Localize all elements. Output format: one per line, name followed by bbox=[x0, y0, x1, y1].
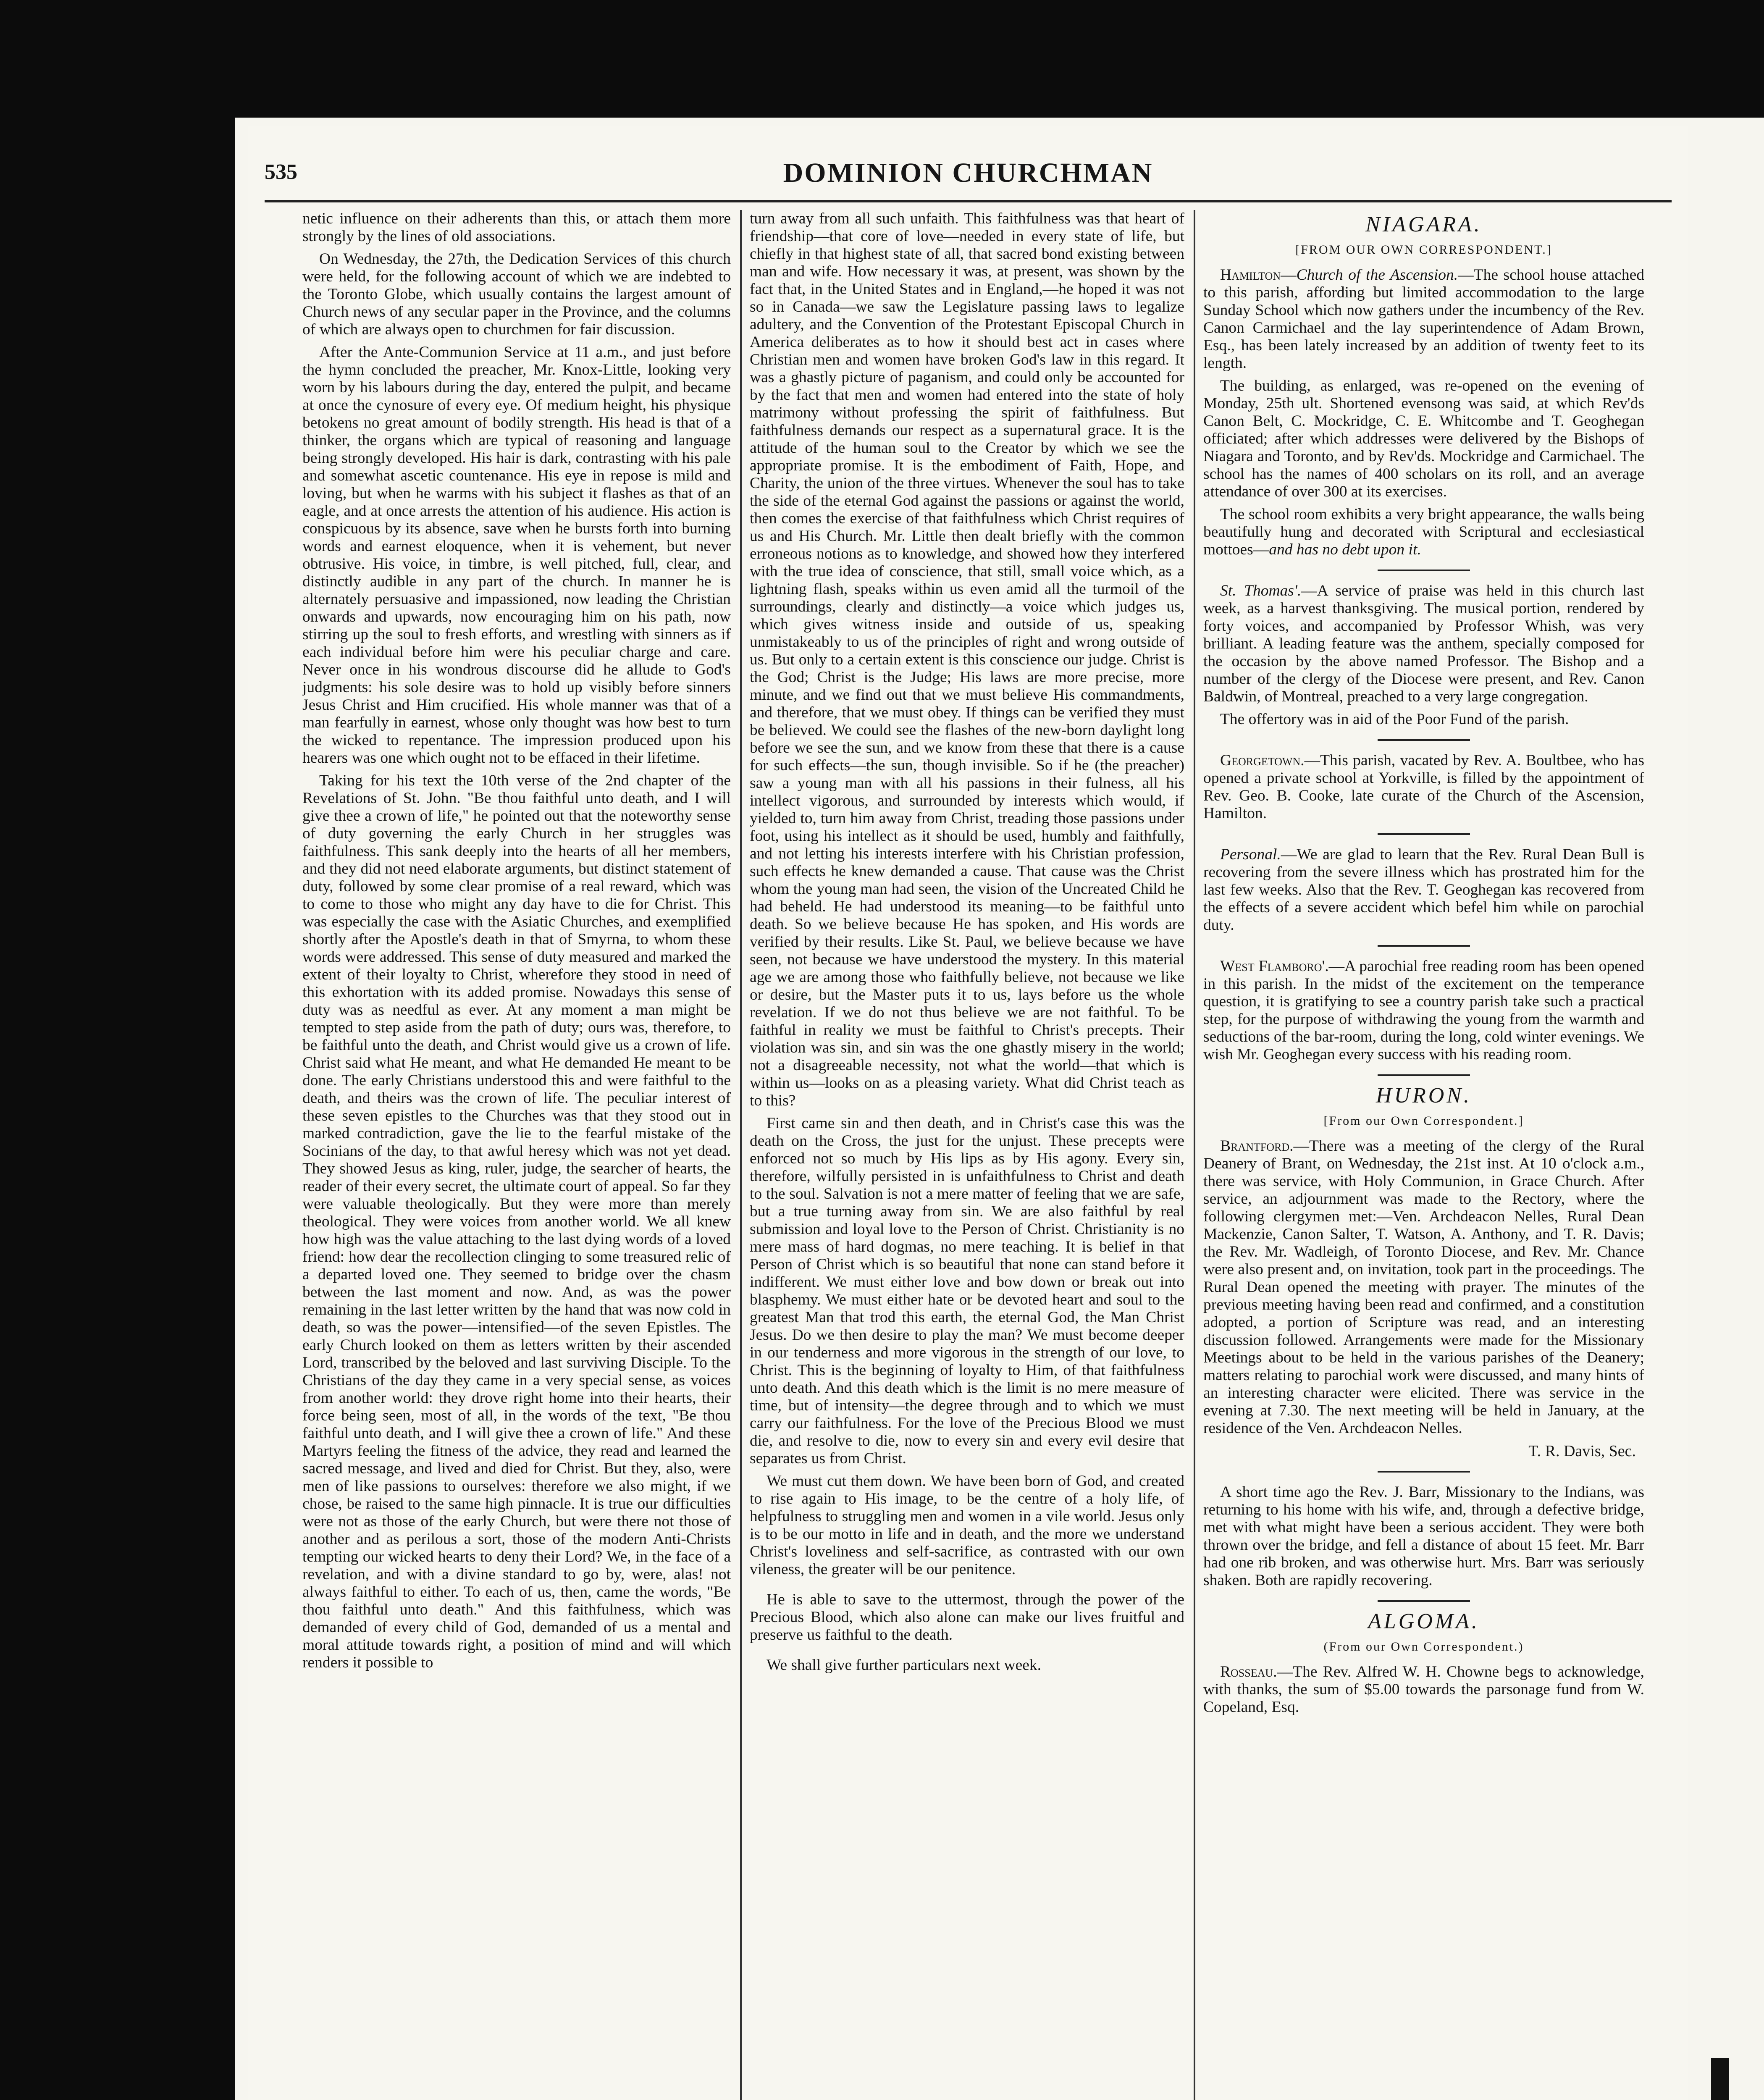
paragraph: We shall give further particulars next week. bbox=[766, 1656, 1042, 1674]
item-lead: Rosseau. bbox=[1220, 1663, 1277, 1680]
item-text: —A parochial free reading room has been opened in this parish. In the midst of the excitement on the temperance question, it is gratifying to see a country parish take such a practical step, for the purpose of withdrawing the young from the warmth and seductions of the bar-room, during the long, cold winter evenings. We wish Mr. Geoghegan every success with his reading room. bbox=[1203, 958, 1644, 1063]
column-3 bbox=[1203, 210, 1644, 2100]
correspondent-byline: (From our Own Correspondent.) bbox=[1323, 1640, 1524, 1654]
separator-rule bbox=[1378, 1471, 1470, 1473]
paragraph: After the Ante-Communion Service at 11 a.m., and just before the hymn concluded the preacher, Mr. Knox-Little, looking very worn by his labours during the day, entered the pulpit, and became at once the cynosure of every eye. Of medium height, his physique betokens no great amount of bodily strength. His head is that of a thinker, the organs which are typical of reasoning and language being strongly developed. His hair is dark, contrasting with his pale and somewhat ascetic countenance. His eye in repose is mild and loving, but when he warms with his subject it flashes as that of an eagle, and at once arrests the attention of his audience. His action is conspicuous by its absence, save when he bursts forth into burning words and earnest eloquence, when it is vehement, but never obtrusive. His voice, in timbre, is well pitched, full, clear, and distinctly audible in any part of the church. In manner he is alternately persuasive and impassioned, now leading the Christian onwards and upwards, now encouraging him on his path, now stirring up the soul to fresh efforts, and wrestling with sinners as if each individual before him were his peculiar charge and care. Never once in his wondrous discourse did he allude to God's judgments: his sole desire was to hold up visibly before sinners Jesus Christ and Him crucified. His whole manner was that of a man fearfully in earnest, whose only thought was how best to turn the wicked to repentance. The impression produced upon his hearers was one which ought not to be effaced in their lifetime. bbox=[302, 344, 731, 766]
paragraph: He is able to save to the uttermost, through the power of the Precious Blood, which also alone can make our lives fruitful and preserve us faithful to the death. bbox=[750, 1591, 1184, 1643]
paragraph: netic influence on their adherents than this, or attach them more strongly by the lines of old associations. bbox=[302, 210, 731, 245]
item-text: —A service of praise was held in this church last week, as a harvest thanksgiving. The musical portion, rendered by forty voices, and accompanied by Professor Whish, was very brilliant. A leading feature was the anthem, specially composed for the occasion by the above named Professor. The Bishop and a number of the clergy of the Diocese were present, and Rev. Canon Baldwin, of Montreal, preached to a very large congregation. bbox=[1203, 582, 1644, 705]
column-2 bbox=[750, 210, 1184, 2100]
paragraph: First came sin and then death, and in Christ's case this was the death on the Cross, the just for the unjust. These precepts were enforced not so much by His lips as by His agony. Every sin, therefore, wilfully persisted in is unfaithfulness to Christ and death to the soul. Salvation is not a mere matter of feeling that we are safe, but a true turning away from sin. We are also faithful by real submission and loyal love to the Person of Christ. Christianity is no mere mass of hard dogmas, no mere teaching. It is belief in that Person of Christ which is so beautiful that none can stand before it indifferent. We must either love and bow down or break out into blasphemy. We must either hate or be devoted heart and soul to the greatest Man that trod this earth, the eternal God, the Man Christ Jesus. Do we then desire to play the man? We must become deeper in our tenderness and more vigorous in the strength of our love, to Christ. This is the beginning of loyalty to Him, of that faithfulness unto death. And this death which is the limit is no mere measure of time, but of intensity—the degree through and to which we must carry our faithfulness. For the love of the Precious Blood we must die, and resolve to die, now to every sin and every evil desire that separates us from Christ. bbox=[750, 1115, 1184, 1467]
column-1 bbox=[302, 210, 731, 2100]
separator-rule bbox=[1378, 945, 1470, 947]
separator-rule bbox=[1378, 1600, 1470, 1602]
item-text: —There was a meeting of the clergy of the Rural Deanery of Brant, on Wednesday, the 21st inst. At 10 o'clock a.m., there was service, with Holy Communion, in Grace Church. After service, an adjournment was made to the Rectory, where the following clergymen met:—Ven. Archdeacon Nelles, Rural Dean Mackenzie, Canon Salter, T. Watson, A. Anthony, and T. R. Davis; the Rev. Mr. Wadleigh, of Toronto Diocese, and Rev. Mr. Chance were also present and, on invitation, took part in the proceedings. The Rural Dean opened the meeting with prayer. The minutes of the previous meeting having been read and confirmed, and a constitution adopted, a portion of Scripture was read, and an interesting discussion followed. Arrangements were made for the Missionary Meetings about to be held in the various parishes of the Deanery; matters relating to parochial work were discussed, and many hints of an interesting character were elicited. There was service in the evening at 7.30. The next meeting will be held in January, at the residence of the Ven. Archdeacon Nelles. bbox=[1203, 1137, 1644, 1437]
item-text: —We are glad to learn that the Rev. Rural Dean Bull is recovering from the severe illness which has prostrated him for the last few weeks. Also that the Rev. T. Geoghegan kas recovered from the effects of a severe accident which befel him while on parochial duty. bbox=[1203, 846, 1644, 934]
section-title-niagara: NIAGARA. bbox=[1365, 213, 1482, 236]
column-rule bbox=[740, 210, 742, 2100]
correspondent-byline: [FROM OUR OWN CORRESPONDENT.] bbox=[1295, 243, 1552, 257]
news-item-west-flamboro bbox=[1203, 958, 1644, 1063]
paragraph: We must cut them down. We have been born of God, and created to rise again to His image, to be the centre of a holy life, of helpfulness to struggling men and women in a vile world. Jesus only is to be our motto in life and in death, and the more we understand Christ's loveliness and self-sacrifice, as contrasted with our own vileness, the greater will be our penitence. bbox=[750, 1473, 1184, 1578]
separator-rule bbox=[1378, 1074, 1470, 1076]
news-item-personal bbox=[1203, 846, 1644, 934]
item-lead: Brantford. bbox=[1220, 1137, 1294, 1155]
item-lead: West Flamboro'. bbox=[1220, 958, 1329, 975]
page-header bbox=[265, 151, 1672, 197]
item-text: —This parish, vacated by Rev. A. Boultbee, who has opened a private school at Yorkville, is filled by the appointment of Rev. Geo. B. Cooke, late curate of the Church of the Ascension, Hamilton. bbox=[1203, 752, 1644, 822]
scan-border-left bbox=[0, 0, 235, 2100]
news-item-barr: A short time ago the Rev. J. Barr, Missionary to the Indians, was returning to his home with his wife, and, through a defective bridge, met with what might have been a serious accident. They were both thrown over the bridge, and fell a distance of about 15 feet. Mr. Barr had one rib broken, and was otherwise hurt. Mrs. Barr was seriously shaken. Both are rapidly recovering. bbox=[1203, 1483, 1644, 1589]
separator-rule bbox=[1378, 570, 1470, 571]
item-text: —The Rev. Alfred W. H. Chowne begs to acknowledge, with thanks, the sum of $5.00 towards the parsonage fund from W. Copeland, Esq. bbox=[1203, 1663, 1644, 1716]
paragraph: The offertory was in aid of the Poor Fund of the parish. bbox=[1220, 711, 1569, 728]
scan-border-top bbox=[0, 0, 1764, 118]
section-title-huron: HURON. bbox=[1376, 1084, 1472, 1108]
section-title-algoma: ALGOMA. bbox=[1368, 1609, 1480, 1633]
news-item-rosseau bbox=[1203, 1663, 1644, 1716]
item-lead: Personal. bbox=[1220, 846, 1281, 863]
correspondent-byline: [From our Own Correspondent.] bbox=[1323, 1114, 1524, 1128]
separator-rule bbox=[1378, 833, 1470, 835]
news-item-brantford bbox=[1203, 1137, 1644, 1437]
item-text: The school room exhibits a very bright appearance, the walls being beautifully hung and decorated with Scriptural and ecclesiastical mottoes— bbox=[1203, 506, 1644, 558]
item-lead: Georgetown. bbox=[1220, 752, 1305, 769]
news-item-hamilton bbox=[1203, 266, 1644, 372]
separator-rule bbox=[1378, 739, 1470, 741]
paragraph: On Wednesday, the 27th, the Dedication Services of this church were held, for the following account of which we are indebted to the Toronto Globe, which usually contains the largest amount of Church news of any secular paper in the Province, and the columns of which are always open to churchmen for fair discussion. bbox=[302, 250, 731, 338]
masthead: DOMINION CHURCHMAN bbox=[783, 158, 1153, 188]
news-item-st-thomas bbox=[1203, 582, 1644, 706]
item-place: Church of the Ascension. bbox=[1296, 266, 1458, 284]
item-text-italic: and has no debt upon it. bbox=[1269, 541, 1421, 558]
item-lead: St. Thomas'. bbox=[1220, 582, 1302, 599]
page-number: 535 bbox=[265, 160, 297, 184]
paragraph: The building, as enlarged, was re-opened on the evening of Monday, 25th ult. Shortened evensong was said, at which Rev'ds Canon Belt, C. Mockridge, C. E. Whitcombe and T. Geoghegan officiated; after which addresses were delivered by the Bishops of Niagara and Toronto, and by Rev'ds. Mockridge and Carmichael. The school has the names of 400 scholars on its roll, and an average attendance of over 300 at its exercises. bbox=[1203, 377, 1644, 500]
item-text: —The school house attached to this parish, affording but limited accommodation to the large Sunday School which now gathers under the incumbency of the Rev. Canon Carmichael and the lay superintendence of Adam Brown, Esq., has been lately increased by an addition of twenty feet to its length. bbox=[1203, 266, 1644, 372]
paragraph bbox=[1203, 506, 1644, 559]
column-rule bbox=[1194, 210, 1195, 2100]
paragraph: Taking for his text the 10th verse of the 2nd chapter of the Revelations of St. John. "Be thou faithful unto death, and I will give thee a crown of life," he pointed out that the noteworthy sense of duty governing the early Church in her struggles was faithfulness. This sank deeply into the hearts of all her members, and they did not need elaborate arguments, but distinct statement of duty, followed by some clear promise of a real reward, which was to come to those who might any day have to die for Christ. This was especially the case with the Asiatic Churches, and exemplified shortly after the Apostle's death in that of Smyrna, to whom these words were addressed. This sense of duty measured and marked the extent of their loyalty to Christ, wherefore they stood in need of this exhortation with its added promise. Nowadays this sense of duty was as needful as ever. At any moment a man might be tempted to step aside from the path of duty; ours was, therefore, to be faithful unto the death, and Christ would give us a crown of life. Christ said what He meant, and what He demanded He meant to be done. The early Christians understood this and were faithful to the death, and theirs was the crown of life. The peculiar interest of these seven epistles to the Churches was that they stood out in marked contradiction, gave the lie to the fearful mistake of the Socinians of the day, to that awful heresy which was not yet dead. They showed Jesus as king, ruler, judge, the searcher of hearts, the reader of their every secret, the ultimate court of appeal. So far they were valuable theologically. But they were more than merely theological. They were voices from another world. We all knew how high was the value attaching to the last dying words of a loved friend: how dear the recollection clinging to some treasured relic of a departed loved one. They seemed to bridge over the chasm between the last moment and now. And, as was the power remaining in the last letter written by the hand that was now cold in death, so was the power—intensified—of the seven Epistles. The early Church looked on them as letters written by their ascended Lord, transcribed by the beloved and last surviving Disciple. To the Christians of the day they came in a very special sense, as voices from another world: they drove right home into their hearts, their force being seen, most of all, in the words of the text, "Be thou faithful unto death, and I will give thee a crown of life." And these Martyrs feeling the fitness of the advice, they read and learned the sacred message, and lived and died for Christ. But they, also, were men of like passions to ourselves: therefore we also might, if we chose, be raised to the same high pinnacle. It is true our difficulties were not as those of the early Church, but were there not those of another and as perilous a sort, those of the modern Anti-Christs tempting our wicked hearts to deny their Lord? We, in the face of a revelation, and with a divine standard to go by, were, alas! not always faithful to either. To each of us, then, came the words, "Be thou faithful unto death." And this faithfulness, which was demanded of every child of God, demanded of us a mental and moral attitude towards right, a position of mind and will which renders it possible to bbox=[302, 772, 731, 1671]
signature: T. R. Davis, Sec. bbox=[1528, 1442, 1636, 1460]
paragraph: turn away from all such unfaith. This faithfulness was that heart of friendship—that core of love—needed in every state of life, but chiefly in that highest state of all, that sacred bond existing between man and wife. How necessary it was, at present, was shown by the fact that, in the United States and in England,—he hoped it was not so in Canada—we saw the Legislature passing laws to legalize adultery, and the Convention of the Protestant Episcopal Church in America deliberates as to how it should best act in cases where Christian men and women have broken God's law in this regard. It was a ghastly picture of paganism, and could only be accounted for by the fact that men and women had entered into the state of holy matrimony without professing the spirit of faithfulness. But faithfulness demands our respect as a supernatural grace. It is the attitude of the human soul to the Creator by which we see the appropriate promise. It is the embodiment of Faith, Hope, and Charity, the union of the three virtues. Whenever the soul has to take the side of the eternal God against the passions or against the world, then comes the exercise of that faithfulness which Christ requires of us and His Church. Mr. Little then dealt briefly with the common erroneous notions as to knowledge, and showed how they interfered with the true idea of conscience, that still, small voice which, as a lightning flash, speaks within us even amid all the turmoil of the surroundings, clearly and distinctly—a voice which judges us, which gives witness inside and outside of us, speaking unmistakeably to us of the principles of right and wrong outside of us. But only to a certain extent is this conscience our judge. Christ is the God; Christ is the Judge; His laws are more precise, more minute, and we find out that we must believe His commandments, and therefore, that we must obey. If things can be verified they must be believed. We could see the flashes of the new-born daylight long before we see the sun, and we know from these that there is a cause for such effects—the sun, though invisible. So if he (the preacher) saw a young man with all his passions in their fulness, all his intellect vigorous, and surrounded by interests which would, if yielded to, turn him away from Christ, treading those passions under foot, using his intellect as it should be used, humbly and faithfully, and not letting his interests interfere with his Christian profession, such effects he knew demanded a cause. That cause was the Christ whom the young man had seen, the vision of the Uncreated Child he had beheld. He had understood its meaning—to be faithful unto death. So we believe because He has spoken, and His words are verified by their results. Like St. Paul, we believe because we have seen, not because we have understood the mystery. In this material age we are among those who faithfully believe, not because we like or desire, but the Master puts it to us, lays before us the whole revelation. If we do not thus believe we are not faithful. To be faithful in reality we must be faithful to Christ's precepts. Their violation was sin, and sin was the one ghastly misery in the world; not a disagreeable necessity, not what the world—that which is within us—looks on as a pleasing variety. What did Christ teach as to this? bbox=[750, 210, 1184, 1109]
news-item-georgetown bbox=[1203, 752, 1644, 822]
header-rule bbox=[265, 200, 1672, 202]
item-lead: Hamilton— bbox=[1220, 266, 1297, 284]
newspaper-page bbox=[248, 126, 1688, 2100]
